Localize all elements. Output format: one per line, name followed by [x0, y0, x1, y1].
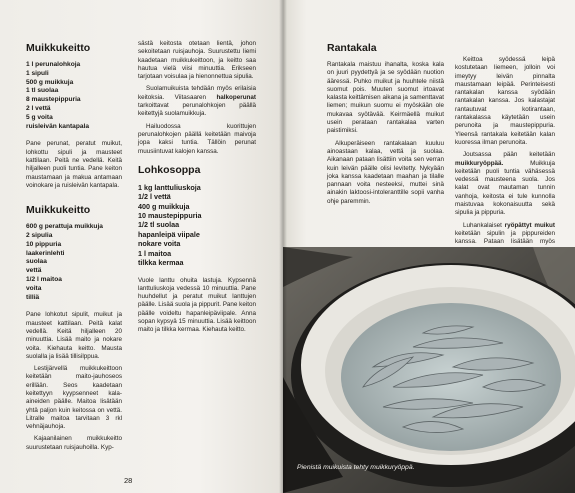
photo-illustration	[283, 247, 575, 493]
recipe-text: Luhankalaiset ryöpättyt muikut keitetään sipulin ja pippureiden kanssa. Pataan lisätään myös	[455, 221, 555, 246]
page-number: 28	[124, 476, 133, 485]
recipe-note: Suolamuikuista tehdään myös erilaisia keitoksia. Viitasaaren halkoperunat tarkoittavat perunalohkojen päällä keitettyjä suolamuikkuja.	[138, 85, 256, 118]
left-column-1	[26, 42, 122, 456]
recipe-text: Joutsassa pään keitetään muikkuryöppää. Muikkuja keitetään puoli tuntia vähäsessä vedessä mausteena suola. Jos kalat ovat mautaman tunnin vanhoja, keitosta ei tule kunnolla maistuvaa kokonaisuutta sekä sipulia ja pippuria.	[455, 151, 555, 217]
recipe-title: Muikkukeitto	[26, 42, 91, 54]
recipe-text: Keittoa syödessä leipä kostutetaan liemeen, jolloin voi imeytyy leivän pinnalta maustamaan leipää. Perinteisesti rantakalan kanssa syödään rantakalan kanssa. Jos kalastajat rantautuvat kotirantaan, rantakalassa käytetään usein perunoita ja maustepippuria. Yleensä rantakala keitetään kalan kuoressa ilman perunoita.	[455, 56, 555, 146]
recipe-note: Lestijärvellä muikkukeittoon keitetään maito-jauhoseos erillään. Seos kaadetaan keitettyyn kyypsenneet kala-aineiden päälle. Maitoa lisätään yhtä paljon kuin keitossa on vettä. Litralle maitoa tarvitaan 3 rkl vehnäjauhoja.	[26, 365, 122, 431]
recipe-title: Muikkukeitto	[26, 204, 91, 217]
recipe-note: sästä keitosta otetaan lientä, johon sekoitetaan ruisjauhoja. Suurustettu liemi kaadetaan muikkukeittoon, ja keitto saa hautua vielä viisi minuuttia. Erikseen tarjotaan voisulaa ja hienonnettua sipulia.	[138, 40, 256, 81]
right-column-1	[327, 42, 444, 214]
book-gutter	[279, 0, 287, 493]
recipe-note: Hailuodossa kuorittujen perunalohkojen päällä keitetään maivoja jopa kaksi tuntia. Tällöin perunat muusiintuvat kalojen kanssa.	[138, 122, 256, 155]
recipe-method: Pane lohkotut sipulit, muikut ja mausteet kattilaan. Peitä kalat vedellä. Keitä hiljalleen 20 minuuttia. Lisää maito ja nokare voita. Kiehauta keitto. Mausta suolalla ja lisää tillisilppua.	[26, 311, 122, 360]
ingredient-list: 600 g perattuja muikkuja 2 sipulia 10 pippuria laakerinlehti suolaa vettä 1/2 l maitoa voita tilliä	[26, 223, 103, 301]
recipe-method: Pane perunat, peratut muikut, lohkottu sipuli ja mausteet kattilaan. Peitä ne vedellä. Keitä hiljalleen puoli tuntia. Pane keiton maustamaan ja makua antamaan voinokare ja ruisleivän kantapala.	[26, 140, 122, 189]
fish-pot-photo	[283, 247, 575, 493]
recipe-note: Kajaanilainen muikkukeitto suurustetaan ruisjauhoilla. Kyp-	[26, 435, 122, 451]
ingredient-list: 1 l perunalohkoja 1 sipuli 500 g muikkuja 1 tl suolaa 8 maustepippuria 2 l vettä 5 g voita ruisleivän kantapala	[26, 61, 90, 130]
ingredient-list: 1 kg lanttuliuskoja 1/2 l vettä 400 g muikkuja 10 maustepippuria 1/2 tl suolaa hapanleipä viipale nokare voita 1 l maitoa tilkka kermaa	[138, 182, 202, 268]
right-column-2	[455, 56, 555, 259]
recipe-text: Alkuperäiseen rantakalaan kuuluu ainoastaan kalaa, vettä ja suolaa. Aikanaan pataan lisättiin voita sen verran kuin leivän päälle olisi levitetty. Nykyään joka kanssa kaadetaan maahan ja tilalle pannaan voita nesteeksi, muttei sinä ainakin laktoosi-intoleranttille sopii vanha ohje paremmin.	[327, 139, 444, 205]
left-page	[0, 0, 283, 493]
recipe-text: Rantakala maistuu ihanalta, koska kala on juuri pyydettyä ja se syödään nuotion ääressä. Puhko muikut ja huuhtele niistä suomut pois. Muuten suomut irtoavat kalasta keittämisen aikana ja samenttavat liemen; muikun suomu ei myöskään ole mukavaa syötävää. Keirmäellä muikut usein perataan rantakalaa varten paistimiksi.	[327, 61, 444, 135]
left-column-2	[138, 40, 256, 343]
recipe-title: Lohkosoppa	[138, 163, 201, 176]
recipe-method: Vuole lanttu ohuita lastuja. Kypsennä lanttuliuskoja vedessä 10 minuuttia. Pane huuhdellut ja peratut muikut lanttujen päälle. Lisää suola ja pippurit. Pane keiton päälle voideltu hapanleipäviipale. Anna sopan kypsyä 15 minuuttia. Lisää keittoon maito ja tilkka kermaa. Kiehauta keitto.	[138, 276, 256, 334]
photo-caption: Pienistä muikuista tehty muikkuryöppä.	[297, 464, 415, 471]
recipe-title: Rantakala	[327, 42, 377, 54]
